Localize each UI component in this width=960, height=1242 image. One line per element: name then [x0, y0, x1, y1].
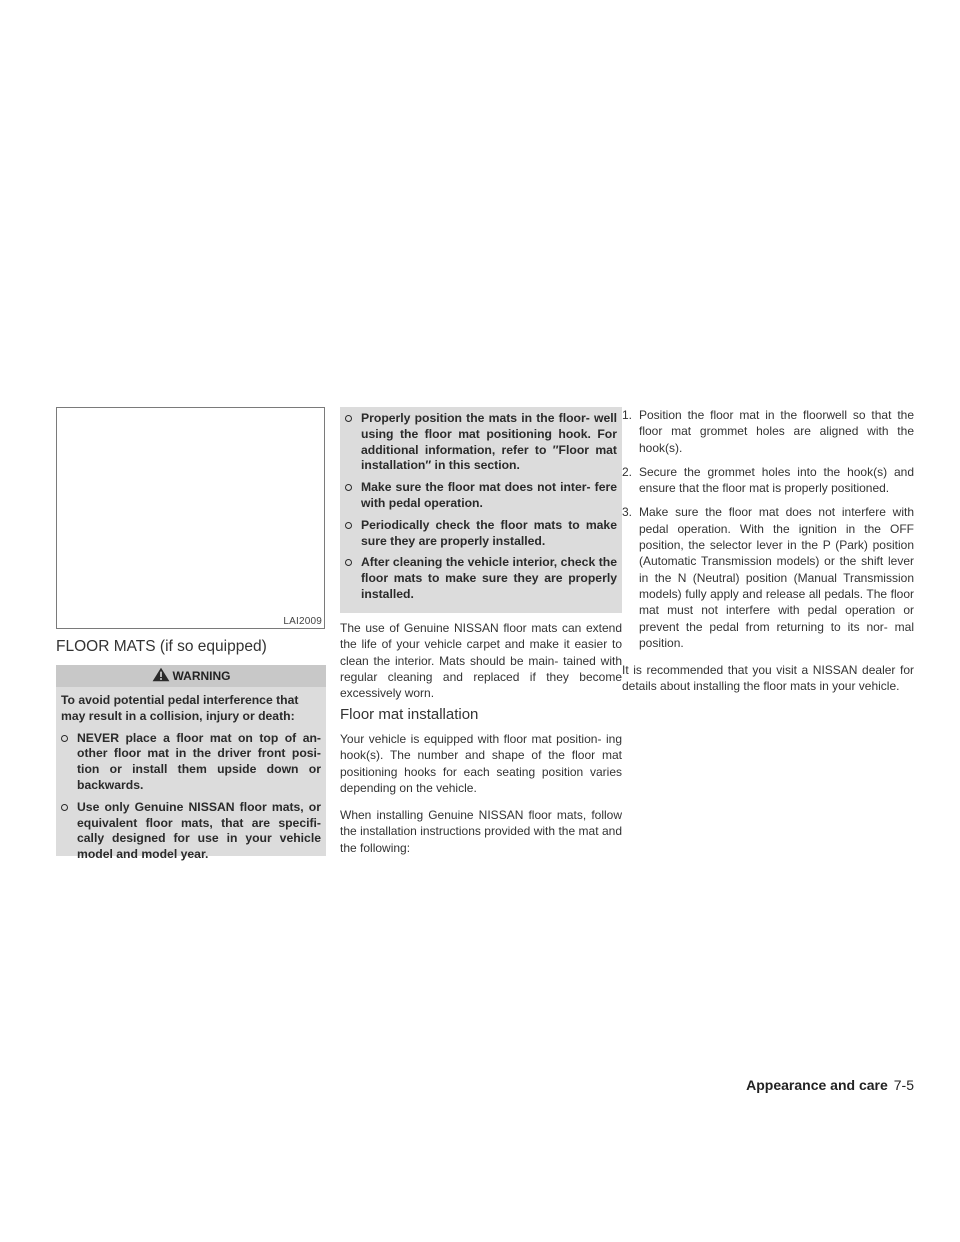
- page-number: 7-5: [893, 1077, 914, 1093]
- installation-paragraph: When installing Genuine NISSAN floor mats, follow the installation instructions provided with the mat and the following:: [340, 808, 622, 855]
- floor-mat-figure: [56, 407, 325, 629]
- step-text: Position the floor mat in the floorwell so that the floor mat grommet holes are aligned with the hook(s).: [639, 408, 914, 455]
- warning-bullet: Make sure the floor mat does not inter- fere with pedal operation.: [345, 480, 617, 512]
- step-number: 3.: [622, 505, 633, 520]
- installation-paragraph: Your vehicle is equipped with floor mat position- ing hook(s). The number and shape of the floor mat positioning hooks for each seating position varies depending on the vehicle.: [340, 732, 622, 795]
- page-footer: [746, 1077, 914, 1093]
- warning-bullet: Use only Genuine NISSAN floor mats, or equivalent floor mats, that are specifi- cally designed for use in your vehicle model and model year.: [61, 800, 321, 863]
- list-item: [622, 464, 914, 497]
- warning-triangle-icon: [152, 667, 170, 685]
- warning-intro: To avoid potential pedal interference that may result in a collision, injury or death:: [61, 693, 299, 723]
- step-text: Make sure the floor mat does not interfere with pedal operation. With the ignition in the OFF position, the selector lever in the P (Park) position (Automatic Transmission models) or the shift lever in the N (Neutral) position (Manual Transmission models) fully apply and release all pedals. The floor mat must not interfere with pedal operation or prevent the pedal from returning to its nor- mal position.: [639, 505, 914, 650]
- installation-title: Floor mat installation: [340, 706, 479, 723]
- list-item: [622, 407, 914, 456]
- footer-section: Appearance and care: [746, 1077, 888, 1093]
- warning-header: [56, 665, 326, 687]
- warning-bullet: Properly position the mats in the floor- well using the floor mat positioning hook. For additional information, refer to ″Floor mat installation″ in this section.: [345, 411, 617, 474]
- step-number: 2.: [622, 464, 633, 479]
- figure-code: LAI2009: [283, 616, 322, 627]
- warning-bullet: NEVER place a floor mat on top of an- other floor mat in the driver front posi- tion or install them upside down or backwards.: [61, 731, 321, 794]
- warning-bullet: Periodically check the floor mats to make sure they are properly installed.: [345, 518, 617, 550]
- section-title: FLOOR MATS (if so equipped): [56, 638, 267, 655]
- warning-box-continued: [340, 407, 622, 613]
- list-item: [622, 504, 914, 651]
- step-number: 1.: [622, 408, 633, 422]
- warning-label: WARNING: [172, 669, 231, 683]
- installation-steps: [622, 407, 914, 659]
- warning-bullet: After cleaning the vehicle interior, check the floor mats to make sure they are properly installed.: [345, 555, 617, 602]
- step-text: Secure the grommet holes into the hook(s) and ensure that the floor mat is properly positioned.: [639, 464, 914, 496]
- intro-paragraph: The use of Genuine NISSAN floor mats can extend the life of your vehicle carpet and make it easier to clean the interior. Mats should be main- tained with regular cleaning and replaced if they become excessively worn.: [340, 621, 622, 701]
- recommendation-paragraph: It is recommended that you visit a NISSAN dealer for details about installing the floor mats in your vehicle.: [622, 663, 914, 694]
- warning-box: [56, 665, 326, 862]
